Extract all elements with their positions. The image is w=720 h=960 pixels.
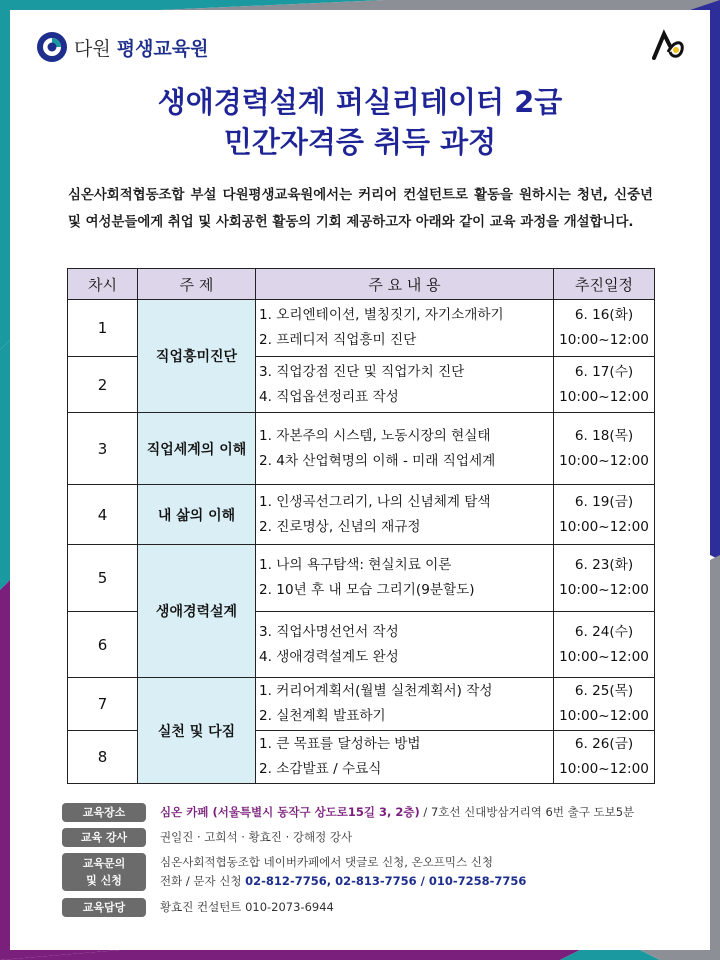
schedule-cell: [554, 678, 655, 731]
header-session: 차시: [68, 269, 138, 300]
brand-mark-icon: [650, 28, 690, 62]
content-line: 4. 생애경력설계도 완성: [259, 648, 399, 665]
logo-name: 평생교육원: [116, 37, 209, 60]
content-line: 2. 프레디저 직업흥미 진단: [259, 332, 417, 348]
schedule-date: 6. 19(금): [574, 493, 634, 510]
topic-cell: 생애경력설계: [138, 545, 256, 678]
session-number: 3: [68, 413, 138, 485]
content-line: 2. 실천계획 발표하기: [259, 708, 386, 724]
content-line: 1. 나의 욕구탐색: 현실치료 이론: [259, 557, 452, 573]
contact-label-line2: 및 신청: [86, 874, 122, 887]
header-schedule: 추진일정: [554, 269, 655, 300]
session-number: 4: [68, 485, 138, 545]
page-title-line1: 생애경력설계 퍼실리테이터 2급: [157, 85, 563, 119]
schedule-cell: [554, 485, 655, 545]
content-cell: [256, 300, 554, 357]
schedule-date: 6. 25(목): [574, 683, 634, 699]
content-line: 2. 4차 산업혁명의 이해 - 미래 직업세계: [259, 452, 496, 469]
content-line: 1. 자본주의 시스템, 노동시장의 현실태: [259, 427, 491, 444]
schedule-time: 10:00~12:00: [559, 761, 649, 777]
content-line: 2. 10년 후 내 모습 그리기(9분할도): [259, 582, 475, 598]
topic-cell: 실천 및 다짐: [138, 678, 256, 784]
schedule-date: 6. 24(수): [574, 623, 634, 640]
content-line: 1. 인생곡선그리기, 나의 신념체계 탐색: [259, 493, 491, 510]
schedule-time: 10:00~12:00: [559, 332, 649, 348]
header-content: 주 요 내 용: [256, 269, 554, 300]
place-name: 심온 카페 (서울특별시 동작구 상도로15길 3, 2층): [160, 805, 420, 819]
content-cell: [256, 485, 554, 545]
session-number: 6: [68, 612, 138, 678]
contact-phones: 02-812-7756, 02-813-7756 / 010-7258-7756: [245, 874, 527, 888]
content-line: 4. 직업옵션정리표 작성: [259, 388, 399, 405]
schedule-date: 6. 26(금): [574, 736, 634, 752]
content-line: 3. 직업강점 진단 및 직업가치 진단: [259, 363, 465, 380]
schedule-time: 10:00~12:00: [559, 648, 649, 665]
logo-org: 다원: [74, 37, 111, 60]
session-number: 2: [68, 357, 138, 413]
lecturer-text: 권일진 · 고희석 · 황효진 · 강해정 강사: [160, 830, 353, 844]
table-header-row: [68, 269, 655, 300]
content-cell: [256, 413, 554, 485]
place-rest: / 7호선 신대방삼거리역 6번 출구 도보5분: [423, 805, 635, 819]
table-row: [68, 678, 655, 731]
intro-paragraph: 심온사회적협동조합 부설 다원평생교육원에서는 커리어 컨설턴트로 활동을 원하시는 청년, 신중년 및 여성분들에게 취업 및 사회공헌 활동의 기회 제공하고자 아래와 같이 교육 과정을 개설합니다.: [68, 188, 653, 230]
lecturer-label: 교육 강사: [62, 828, 146, 847]
table-row: [68, 485, 655, 545]
topic-cell: 직업흥미진단: [138, 300, 256, 413]
schedule-cell: [554, 545, 655, 612]
content-line: 1. 커리어계획서(월별 실천계획서) 작성: [259, 683, 493, 699]
contact-label-line1: 교육문의: [82, 857, 126, 870]
session-number: 5: [68, 545, 138, 612]
org-logo: [36, 30, 209, 64]
schedule-time: 10:00~12:00: [559, 452, 649, 469]
schedule-time: 10:00~12:00: [559, 582, 649, 598]
content-cell: [256, 357, 554, 413]
schedule-time: 10:00~12:00: [559, 518, 649, 535]
schedule-cell: [554, 300, 655, 357]
page-title-line2: 민간자격증 취득 과정: [223, 125, 497, 159]
topic-cell: 내 삶의 이해: [138, 485, 256, 545]
schedule-time: 10:00~12:00: [559, 388, 649, 405]
content-cell: [256, 731, 554, 784]
manager-text: 황효진 컨설턴트 010-2073-6944: [160, 900, 334, 914]
content-line: 1. 큰 목표를 달성하는 방법: [259, 736, 421, 752]
place-label: 교육장소: [62, 803, 146, 822]
table-row: [68, 300, 655, 357]
content-line: 3. 직업사명선언서 작성: [259, 623, 399, 640]
dawon-logo-icon: [36, 31, 68, 63]
schedule-date: 6. 23(화): [574, 557, 634, 573]
topic-cell: 직업세계의 이해: [138, 413, 256, 485]
schedule-date: 6. 18(목): [574, 427, 634, 444]
content-cell: [256, 545, 554, 612]
schedule-time: 10:00~12:00: [559, 708, 649, 724]
place-text: [160, 803, 634, 822]
logo-text: [74, 34, 209, 61]
schedule-table: [67, 268, 655, 784]
session-number: 8: [68, 731, 138, 784]
schedule-cell: [554, 612, 655, 678]
contact-label: [62, 853, 146, 891]
schedule-date: 6. 16(화): [574, 307, 634, 323]
manager-label: 교육담당: [62, 898, 146, 917]
schedule-cell: [554, 413, 655, 485]
content-cell: [256, 678, 554, 731]
content-line: 1. 오리엔테이션, 별칭짓기, 자기소개하기: [259, 307, 504, 323]
contact-line1: 심온사회적협동조합 네이버카페에서 댓글로 신청, 온오프믹스 신청: [160, 855, 493, 869]
content-cell: [256, 612, 554, 678]
content-line: 2. 소감발표 / 수료식: [259, 761, 382, 777]
schedule-cell: [554, 357, 655, 413]
schedule-cell: [554, 731, 655, 784]
schedule-date: 6. 17(수): [574, 363, 634, 380]
contact-prefix: 전화 / 문자 신청: [160, 874, 242, 888]
contact-line2: [160, 872, 526, 891]
session-number: 7: [68, 678, 138, 731]
session-number: 1: [68, 300, 138, 357]
header-topic: 주 제: [138, 269, 256, 300]
content-line: 2. 진로명상, 신념의 재규정: [259, 518, 421, 535]
table-row: [68, 413, 655, 485]
table-row: [68, 545, 655, 612]
